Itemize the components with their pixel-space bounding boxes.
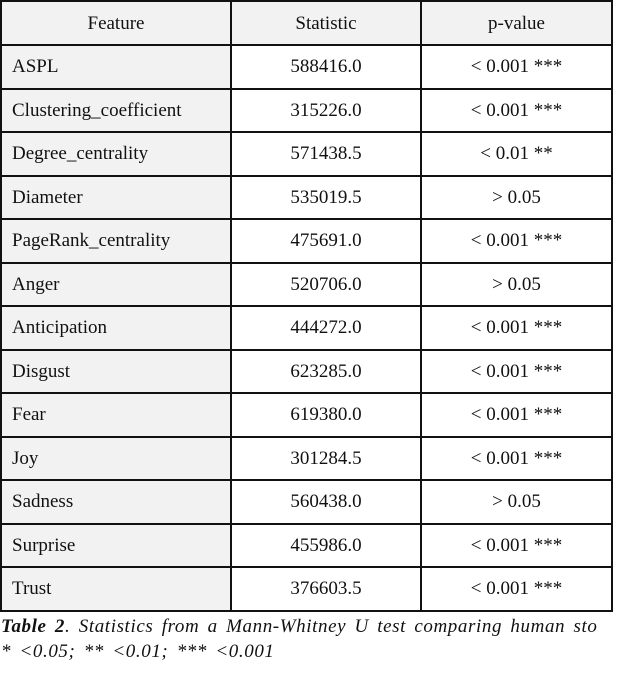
- p-value-cell: > 0.05: [421, 176, 612, 220]
- header-p-value: p-value: [421, 1, 612, 45]
- p-value-cell: < 0.001 ***: [421, 393, 612, 437]
- table-row: [1, 393, 612, 437]
- feature-cell: Joy: [1, 437, 231, 481]
- caption-line-1: [1, 614, 640, 639]
- feature-cell: Degree_centrality: [1, 132, 231, 176]
- feature-cell: Diameter: [1, 176, 231, 220]
- table-header-row: [1, 1, 612, 45]
- statistic-cell: 315226.0: [231, 89, 421, 133]
- table-row: [1, 176, 612, 220]
- statistic-cell: 619380.0: [231, 393, 421, 437]
- p-value-cell: < 0.001 ***: [421, 567, 612, 611]
- p-value-cell: < 0.001 ***: [421, 89, 612, 133]
- feature-cell: ASPL: [1, 45, 231, 89]
- feature-cell: Anger: [1, 263, 231, 307]
- statistic-cell: 623285.0: [231, 350, 421, 394]
- feature-cell: Surprise: [1, 524, 231, 568]
- table-row: [1, 350, 612, 394]
- table-row: [1, 480, 612, 524]
- statistic-cell: 301284.5: [231, 437, 421, 481]
- table-caption: [1, 614, 640, 664]
- statistic-cell: 588416.0: [231, 45, 421, 89]
- statistic-cell: 560438.0: [231, 480, 421, 524]
- caption-text: . Statistics from a Mann-Whitney U test comparing human sto: [65, 616, 598, 637]
- feature-cell: Trust: [1, 567, 231, 611]
- p-value-cell: < 0.001 ***: [421, 306, 612, 350]
- p-value-cell: < 0.001 ***: [421, 524, 612, 568]
- p-value-cell: < 0.001 ***: [421, 45, 612, 89]
- significance-note: * <0.05; ** <0.01; *** <0.001: [1, 641, 275, 662]
- statistic-cell: 520706.0: [231, 263, 421, 307]
- header-statistic: Statistic: [231, 1, 421, 45]
- statistic-cell: 475691.0: [231, 219, 421, 263]
- feature-cell: Disgust: [1, 350, 231, 394]
- statistic-cell: 455986.0: [231, 524, 421, 568]
- table-row: [1, 45, 612, 89]
- table-row: [1, 219, 612, 263]
- feature-cell: Fear: [1, 393, 231, 437]
- p-value-cell: < 0.001 ***: [421, 219, 612, 263]
- feature-cell: Clustering_coefficient: [1, 89, 231, 133]
- statistic-cell: 535019.5: [231, 176, 421, 220]
- feature-cell: Sadness: [1, 480, 231, 524]
- table-row: [1, 132, 612, 176]
- statistic-cell: 376603.5: [231, 567, 421, 611]
- statistic-cell: 571438.5: [231, 132, 421, 176]
- caption-label: Table 2: [1, 616, 66, 637]
- table-row: [1, 306, 612, 350]
- table-row: [1, 263, 612, 307]
- feature-cell: PageRank_centrality: [1, 219, 231, 263]
- table-row: [1, 437, 612, 481]
- table-row: [1, 89, 612, 133]
- p-value-cell: < 0.001 ***: [421, 350, 612, 394]
- feature-cell: Anticipation: [1, 306, 231, 350]
- table-row: [1, 567, 612, 611]
- statistic-cell: 444272.0: [231, 306, 421, 350]
- p-value-cell: > 0.05: [421, 263, 612, 307]
- table-row: [1, 524, 612, 568]
- p-value-cell: > 0.05: [421, 480, 612, 524]
- p-value-cell: < 0.001 ***: [421, 437, 612, 481]
- header-feature: Feature: [1, 1, 231, 45]
- p-value-cell: < 0.01 **: [421, 132, 612, 176]
